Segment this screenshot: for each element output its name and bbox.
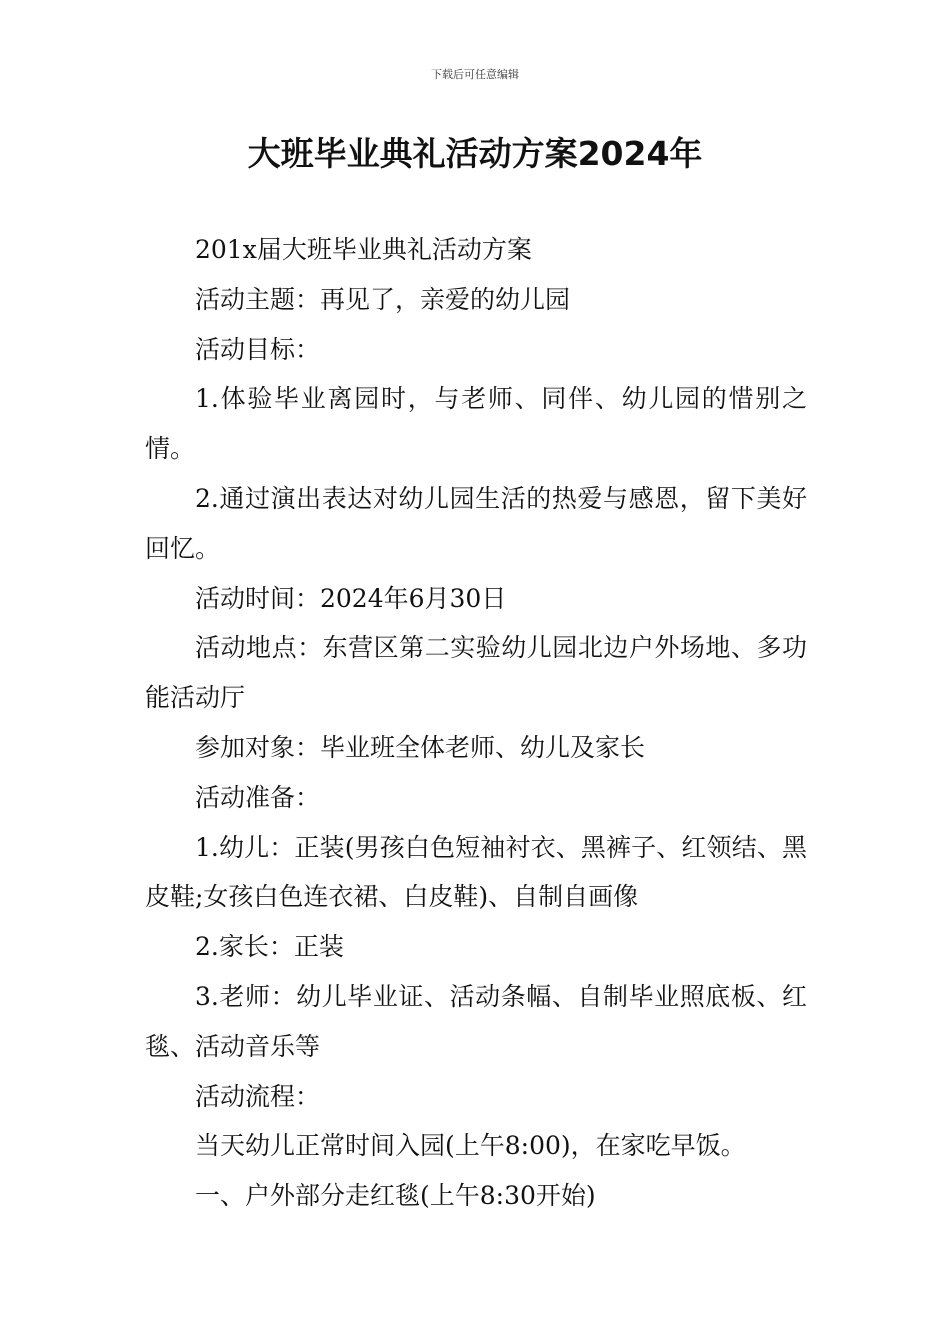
paragraph-preparation-heading: 活动准备： bbox=[195, 782, 321, 812]
page-header-note: 下载后可任意编辑 bbox=[431, 68, 519, 81]
paragraph-process-heading: 活动流程： bbox=[195, 1081, 321, 1111]
paragraph-arrival: 当天幼儿正常时间入园(上午8:00)，在家吃早饭。 bbox=[195, 1131, 746, 1161]
paragraph-red-carpet: 一、户外部分走红毯(上午8:30开始) bbox=[195, 1181, 596, 1211]
paragraph-prep-teachers: 3.老师：幼儿毕业证、活动条幅、自制毕业照底板、红毯、活动音乐等 bbox=[145, 981, 807, 1061]
paragraph-goal-2: 2.通过演出表达对幼儿园生活的热爱与感恩，留下美好回忆。 bbox=[145, 483, 807, 563]
document-title: 大班毕业典礼活动方案2024年 bbox=[247, 134, 703, 173]
paragraph-prep-children: 1.幼儿：正装(男孩白色短袖衬衣、黑裤子、红领结、黑皮鞋;女孩白色连衣裙、白皮鞋)、自制自画像 bbox=[145, 832, 807, 912]
paragraph-participants: 参加对象：毕业班全体老师、幼儿及家长 bbox=[195, 732, 646, 762]
paragraph-prep-parents: 2.家长：正装 bbox=[195, 932, 344, 962]
paragraph-goals-heading: 活动目标： bbox=[195, 334, 321, 364]
paragraph-time: 活动时间：2024年6月30日 bbox=[195, 583, 507, 613]
paragraph-class-plan: 201x届大班毕业典礼活动方案 bbox=[195, 235, 532, 264]
paragraph-theme: 活动主题：再见了，亲爱的幼儿园 bbox=[195, 284, 571, 314]
paragraph-goal-1: 1.体验毕业离园时，与老师、同伴、幼儿园的惜别之情。 bbox=[145, 384, 807, 464]
paragraph-location: 活动地点：东营区第二实验幼儿园北边户外场地、多功能活动厅 bbox=[145, 633, 807, 713]
document-body bbox=[145, 225, 807, 1221]
